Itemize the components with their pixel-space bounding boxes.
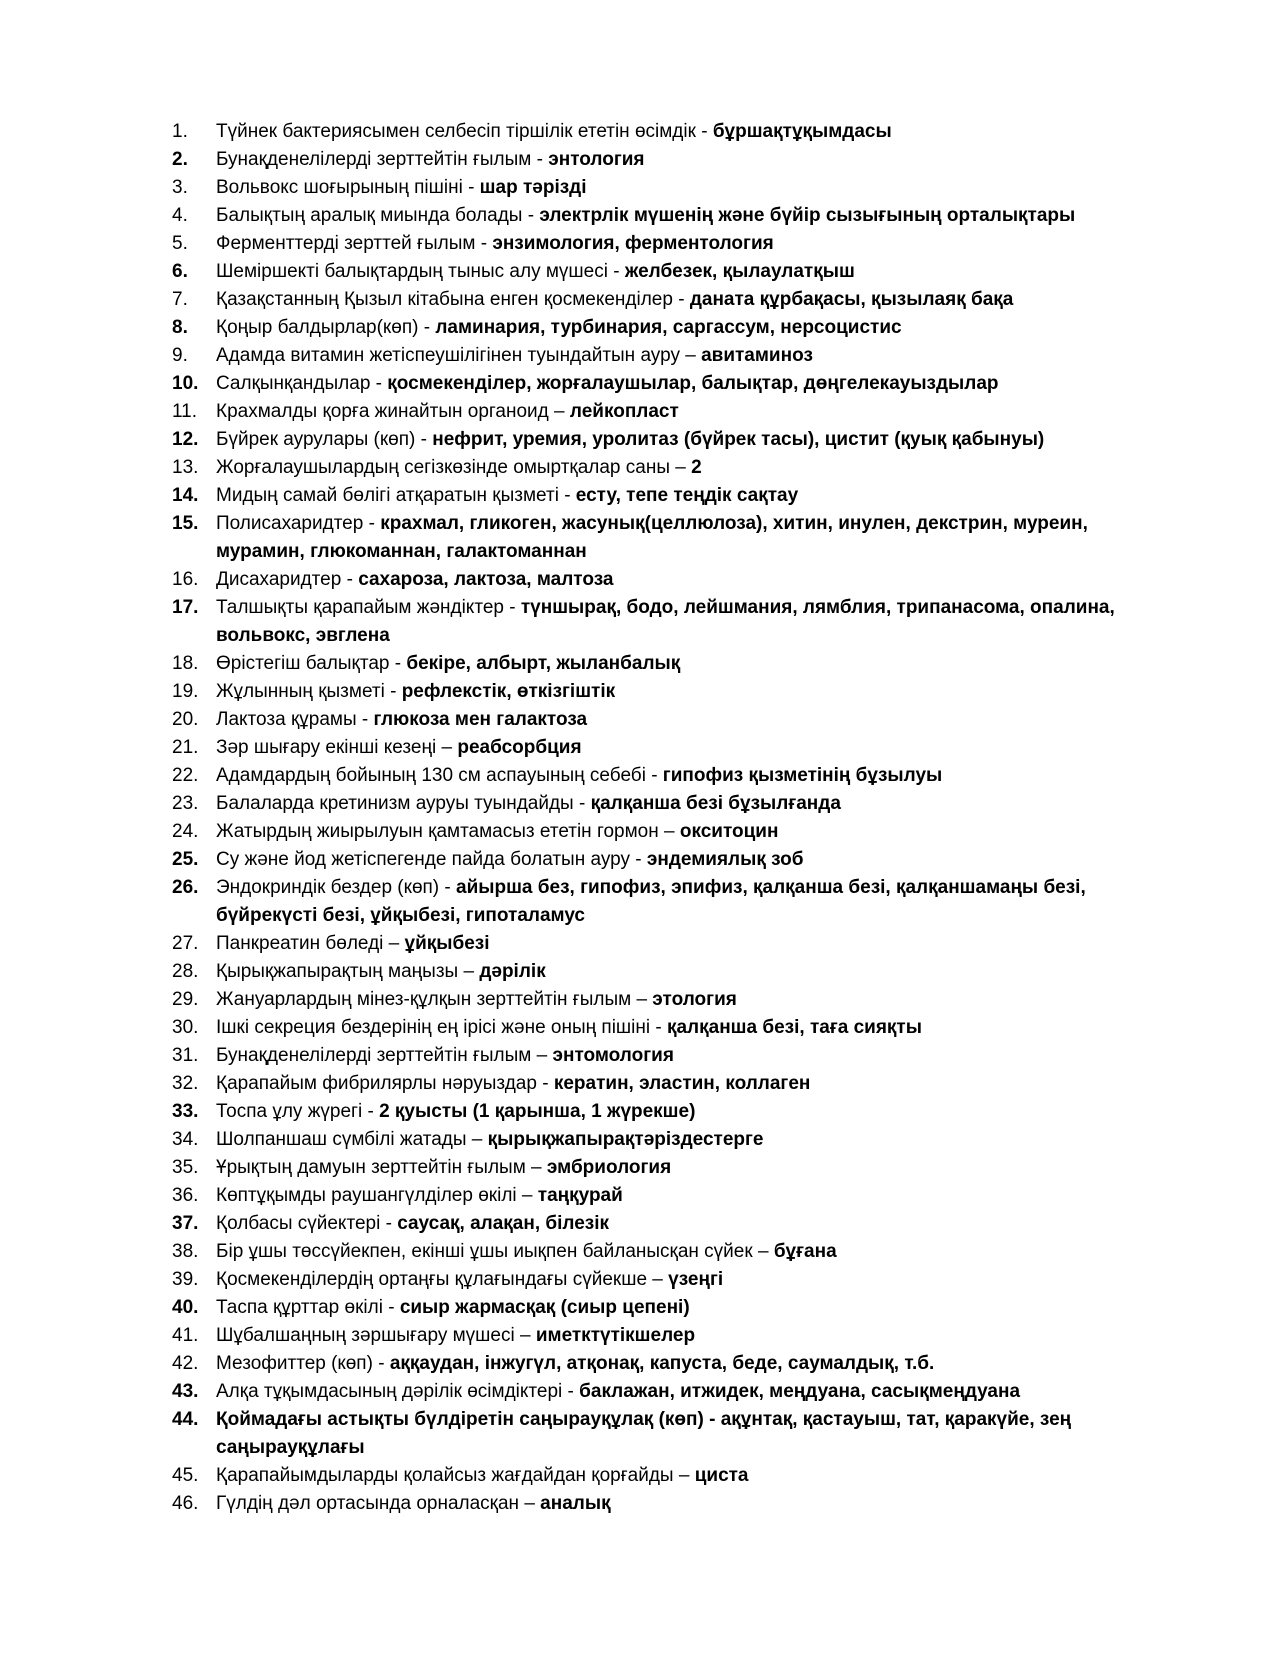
item-question: Мидың самай бөлігі атқаратын қызметі -	[216, 485, 576, 506]
item-question: Ферменттерді зерттей ғылым -	[216, 233, 493, 254]
list-item	[172, 790, 1172, 818]
item-answer: этология	[652, 989, 737, 1010]
item-question: Көптұқымды раушангүлділер өкілі –	[216, 1185, 538, 1206]
item-answer: есту, тепе теңдік сақтау	[575, 485, 799, 506]
item-question: Полисахаридтер -	[216, 513, 381, 534]
list-item	[172, 454, 1172, 482]
item-question: Қырықжапырақтың маңызы –	[216, 961, 480, 982]
item-question: Лактоза құрамы -	[216, 709, 374, 730]
item-answer: ұйқыбезі	[404, 933, 490, 954]
item-answer: эмбриология	[546, 1157, 672, 1178]
item-number: 31.	[172, 1045, 199, 1066]
item-text	[216, 426, 1172, 454]
item-number: 46.	[172, 1493, 199, 1514]
item-number: 8.	[172, 317, 188, 338]
item-answer: бекіре, албырт, жыланбалық	[406, 653, 681, 674]
list-item	[172, 986, 1172, 1014]
item-answer: үзеңгі	[668, 1269, 724, 1290]
item-text	[216, 1098, 1172, 1126]
item-number: 21.	[172, 737, 199, 758]
list-item	[172, 174, 1172, 202]
item-text	[216, 1266, 1172, 1294]
item-answer: саусақ, алақан, білезік	[397, 1213, 610, 1234]
item-number: 39.	[172, 1269, 199, 1290]
item-answer: электрлік мүшенің және бүйір сызығының орталықтары	[539, 205, 1076, 226]
item-number: 5.	[172, 233, 188, 254]
item-question: Таспа құрттар өкілі -	[216, 1297, 400, 1318]
item-answer: аққаудан, інжугүл, атқонақ, капуста, беде, саумалдық, т.б.	[389, 1353, 935, 1374]
item-question: Вольвокс шоғырының пішіні -	[216, 177, 480, 198]
item-question: Панкреатин бөледі –	[216, 933, 405, 954]
item-text	[216, 930, 1172, 958]
item-text	[216, 594, 1172, 650]
item-number: 1.	[172, 121, 188, 142]
item-answer: циста	[694, 1465, 749, 1486]
list-item	[172, 370, 1172, 398]
item-number: 18.	[172, 653, 199, 674]
item-number: 24.	[172, 821, 199, 842]
item-number: 23.	[172, 793, 199, 814]
item-text	[216, 258, 1172, 286]
item-question: Су және йод жетіспегенде пайда болатын ауру -	[216, 849, 647, 870]
item-number: 11.	[172, 401, 198, 422]
list-item	[172, 874, 1172, 930]
item-number: 13.	[172, 457, 199, 478]
item-number: 20.	[172, 709, 199, 730]
item-question: Талшықты қарапайым жәндіктер -	[216, 597, 521, 618]
item-answer: окситоцин	[679, 821, 779, 842]
item-number: 35.	[172, 1157, 199, 1178]
item-text	[216, 510, 1172, 566]
list-item	[172, 650, 1172, 678]
item-answer: реабсорбция	[457, 737, 582, 758]
list-item	[172, 1154, 1172, 1182]
item-question: Жануарлардың мінез-құлқын зерттейтін ғылым –	[216, 989, 653, 1010]
qa-list	[172, 118, 1172, 1518]
list-item	[172, 1210, 1172, 1238]
list-item	[172, 1490, 1172, 1518]
item-answer: кератин, эластин, коллаген	[553, 1073, 811, 1094]
item-answer: ақұнтақ, қастауыш, тат, қаракүйе, зең саңырауқұлағы	[216, 1409, 1072, 1458]
item-text	[216, 1406, 1172, 1462]
item-answer: таңқурай	[537, 1185, 623, 1206]
item-question: Қазақстанның Қызыл кітабына енген қосмекенділер -	[216, 289, 690, 310]
item-number: 33.	[172, 1101, 199, 1122]
item-question: Гүлдің дәл ортасында орналасқан –	[216, 1493, 541, 1514]
item-number: 37.	[172, 1213, 199, 1234]
list-item	[172, 1350, 1172, 1378]
item-number: 36.	[172, 1185, 199, 1206]
item-question: Қарапайымдыларды қолайсыз жағдайдан қорғайды –	[216, 1465, 695, 1486]
list-item	[172, 1322, 1172, 1350]
item-question: Крахмалды қорға жинайтын органоид –	[216, 401, 570, 422]
item-text	[216, 230, 1172, 258]
item-question: Салқынқандылар -	[216, 373, 388, 394]
item-answer: глюкоза мен галактоза	[373, 709, 588, 730]
item-question: Қосмекенділердің ортаңғы құлағындағы сүйекше –	[216, 1269, 669, 1290]
item-number: 27.	[172, 933, 199, 954]
item-text	[216, 734, 1172, 762]
item-question: Өрістегіш балықтар -	[216, 653, 407, 674]
item-answer: иметктүтікшелер	[535, 1325, 696, 1346]
item-text	[216, 314, 1172, 342]
item-answer: энтомология	[552, 1045, 674, 1066]
list-item	[172, 202, 1172, 230]
item-answer: рефлекстік, өткізгіштік	[401, 681, 616, 702]
list-item	[172, 1462, 1172, 1490]
item-text	[216, 1014, 1172, 1042]
item-question: Тоспа ұлу жүрегі -	[216, 1101, 380, 1122]
item-text	[216, 958, 1172, 986]
item-question: Дисахаридтер -	[216, 569, 359, 590]
item-text	[216, 1154, 1172, 1182]
list-item	[172, 706, 1172, 734]
item-text	[216, 1126, 1172, 1154]
item-text	[216, 342, 1172, 370]
item-question: Мезофиттер (көп) -	[216, 1353, 390, 1374]
item-question: Қоңыр балдырлар(көп) -	[216, 317, 436, 338]
list-item	[172, 930, 1172, 958]
item-text	[216, 650, 1172, 678]
list-item	[172, 1070, 1172, 1098]
list-item	[172, 1126, 1172, 1154]
item-number: 40.	[172, 1297, 199, 1318]
item-question: Қарапайым фибрилярлы нәруыздар -	[216, 1073, 554, 1094]
item-text	[216, 874, 1172, 930]
item-question: Ұрықтың дамуын зерттейтін ғылым –	[216, 1157, 547, 1178]
list-item	[172, 230, 1172, 258]
item-text	[216, 790, 1172, 818]
item-text	[216, 1182, 1172, 1210]
item-answer: қырықжапырақтәріздестерге	[487, 1129, 764, 1150]
item-text	[216, 846, 1172, 874]
item-answer: авитаминоз	[701, 345, 813, 366]
item-answer: нефрит, уремия, уролитаз (бүйрек тасы), цистит (қуық қабынуы)	[432, 429, 1045, 450]
item-question: Балықтың аралық миында болады -	[216, 205, 540, 226]
item-number: 2.	[172, 149, 188, 170]
list-item	[172, 342, 1172, 370]
item-text	[216, 1210, 1172, 1238]
item-number: 42.	[172, 1353, 199, 1374]
item-answer: айырша без, гипофиз, эпифиз, қалқанша безі, қалқаншамаңы безі, бүйрекүсті безі, ұйқыбезі, гипоталамус	[216, 877, 1086, 926]
list-item	[172, 958, 1172, 986]
item-answer: шар тәрізді	[479, 177, 587, 198]
item-number: 34.	[172, 1129, 199, 1150]
item-text	[216, 1322, 1172, 1350]
list-item	[172, 258, 1172, 286]
item-number: 9.	[172, 345, 188, 366]
list-item	[172, 1182, 1172, 1210]
item-text	[216, 818, 1172, 846]
item-number: 12.	[172, 429, 199, 450]
list-item	[172, 1014, 1172, 1042]
item-number: 15.	[172, 513, 199, 534]
item-answer: дәрілік	[479, 961, 546, 982]
item-question: Жұлынның қызметі -	[216, 681, 402, 702]
item-number: 44.	[172, 1409, 199, 1430]
item-text	[216, 1238, 1172, 1266]
item-text	[216, 706, 1172, 734]
item-question: Эндокриндік бездер (көп) -	[216, 877, 457, 898]
item-number: 38.	[172, 1241, 199, 1262]
item-text	[216, 286, 1172, 314]
item-question: Шеміршекті балықтардың тыныс алу мүшесі -	[216, 261, 625, 282]
item-number: 17.	[172, 597, 199, 618]
item-answer: 2 қуысты (1 қарынша, 1 жүрекше)	[379, 1101, 696, 1122]
item-text	[216, 986, 1172, 1014]
item-number: 6.	[172, 261, 188, 282]
list-item	[172, 1238, 1172, 1266]
item-question: Бунақденелілерді зерттейтін ғылым -	[216, 149, 549, 170]
item-text	[216, 678, 1172, 706]
list-item	[172, 398, 1172, 426]
item-question: Бүйрек аурулары (көп) -	[216, 429, 433, 450]
item-question: Адамдардың бойының 130 см аспауының себебі -	[216, 765, 663, 786]
item-question: Зәр шығару екінші кезеңі –	[216, 737, 458, 758]
item-question: Шолпаншаш сүмбілі жатады –	[216, 1129, 488, 1150]
item-question: Шұбалшаңның зәршығару мүшесі –	[216, 1325, 536, 1346]
item-answer: даната құрбақасы, қызылаяқ бақа	[689, 289, 1014, 310]
item-answer: сахароза, лактоза, малтоза	[358, 569, 614, 590]
item-answer: гипофиз қызметінің бұзылуы	[662, 765, 943, 786]
item-number: 30.	[172, 1017, 199, 1038]
item-number: 25.	[172, 849, 199, 870]
list-item	[172, 482, 1172, 510]
item-question: Қолбасы сүйектері -	[216, 1213, 398, 1234]
item-answer: лейкопласт	[569, 401, 679, 422]
item-answer: қалқанша безі, таға сияқты	[666, 1017, 922, 1038]
item-number: 7.	[172, 289, 188, 310]
item-number: 26.	[172, 877, 199, 898]
list-item	[172, 426, 1172, 454]
item-number: 19.	[172, 681, 199, 702]
item-answer: бұғана	[773, 1241, 837, 1262]
item-text	[216, 1294, 1172, 1322]
item-text	[216, 1070, 1172, 1098]
item-text	[216, 1378, 1172, 1406]
list-item	[172, 566, 1172, 594]
item-answer: баклажан, итжидек, меңдуана, сасықмеңдуана	[579, 1381, 1021, 1402]
list-item	[172, 286, 1172, 314]
item-text	[216, 482, 1172, 510]
item-answer: қосмекенділер, жорғалаушылар, балықтар, дөңгелекауыздылар	[387, 373, 999, 394]
item-answer: қалқанша безі бұзылғанда	[590, 793, 841, 814]
item-answer: эндемиялық зоб	[646, 849, 804, 870]
item-answer: энзимология, ферментология	[492, 233, 774, 254]
item-answer: бұршақтұқымдасы	[712, 121, 892, 142]
list-item	[172, 1098, 1172, 1126]
list-item	[172, 314, 1172, 342]
item-number: 43.	[172, 1381, 199, 1402]
list-item	[172, 1294, 1172, 1322]
item-answer: энтология	[548, 149, 645, 170]
item-text	[216, 370, 1172, 398]
item-number: 45.	[172, 1465, 199, 1486]
list-item	[172, 678, 1172, 706]
item-question: Балаларда кретинизм ауруы туындайды -	[216, 793, 591, 814]
item-text	[216, 1042, 1172, 1070]
item-text	[216, 146, 1172, 174]
item-question: Жорғалаушылардың сегізкөзінде омыртқалар саны –	[216, 457, 692, 478]
item-question: Бір ұшы төссүйекпен, екінші ұшы иықпен байланысқан сүйек –	[216, 1241, 774, 1262]
item-text	[216, 1462, 1172, 1490]
item-question: Ішкі секреция бездерінің ең ірісі және оның пішіні -	[216, 1017, 667, 1038]
item-text	[216, 174, 1172, 202]
item-question: Жатырдың жиырылуын қамтамасыз ететін гормон –	[216, 821, 680, 842]
item-text	[216, 566, 1172, 594]
item-question: Түйнек бактериясымен селбесіп тіршілік ететін өсімдік -	[216, 121, 713, 142]
list-item	[172, 1266, 1172, 1294]
item-question: Адамда витамин жетіспеушілігінен туындайтын ауру –	[216, 345, 702, 366]
item-text	[216, 118, 1172, 146]
item-number: 10.	[172, 373, 199, 394]
list-item	[172, 510, 1172, 566]
list-item	[172, 762, 1172, 790]
item-question: Алқа тұқымдасының дәрілік өсімдіктері -	[216, 1381, 580, 1402]
item-number: 16.	[172, 569, 199, 590]
list-item	[172, 734, 1172, 762]
item-text	[216, 454, 1172, 482]
item-text	[216, 202, 1172, 230]
item-text	[216, 1350, 1172, 1378]
item-text	[216, 1490, 1172, 1518]
item-number: 28.	[172, 961, 199, 982]
list-item	[172, 1378, 1172, 1406]
item-number: 3.	[172, 177, 188, 198]
item-answer: түншырақ, бодо, лейшмания, лямблия, трипанасома, опалина, вольвокс, эвглена	[216, 597, 1115, 646]
item-number: 41.	[172, 1325, 199, 1346]
item-answer: крахмал, гликоген, жасунық(целлюлоза), хитин, инулен, декстрин, муреин, мурамин, глюкоманнан, галактоманнан	[216, 513, 1088, 562]
item-question: Қоймадағы астықты бүлдіретін саңырауқұлақ (көп) -	[216, 1409, 721, 1430]
item-number: 14.	[172, 485, 199, 506]
list-item	[172, 818, 1172, 846]
list-item	[172, 118, 1172, 146]
item-answer: сиыр жармасқақ (сиыр цепені)	[399, 1297, 690, 1318]
item-number: 4.	[172, 205, 188, 226]
item-answer: аналық	[540, 1493, 611, 1514]
list-item	[172, 1406, 1172, 1462]
item-text	[216, 398, 1172, 426]
list-item	[172, 146, 1172, 174]
item-number: 29.	[172, 989, 199, 1010]
list-item	[172, 1042, 1172, 1070]
item-number: 22.	[172, 765, 199, 786]
list-item	[172, 846, 1172, 874]
list-item	[172, 594, 1172, 650]
item-answer: 2	[691, 457, 702, 478]
item-number: 32.	[172, 1073, 199, 1094]
item-question: Бунақденелілерді зерттейтін ғылым –	[216, 1045, 553, 1066]
item-answer: ламинария, турбинария, саргассум, нерсоцистис	[435, 317, 902, 338]
item-text	[216, 762, 1172, 790]
item-answer: желбезек, қылаулатқыш	[624, 261, 855, 282]
